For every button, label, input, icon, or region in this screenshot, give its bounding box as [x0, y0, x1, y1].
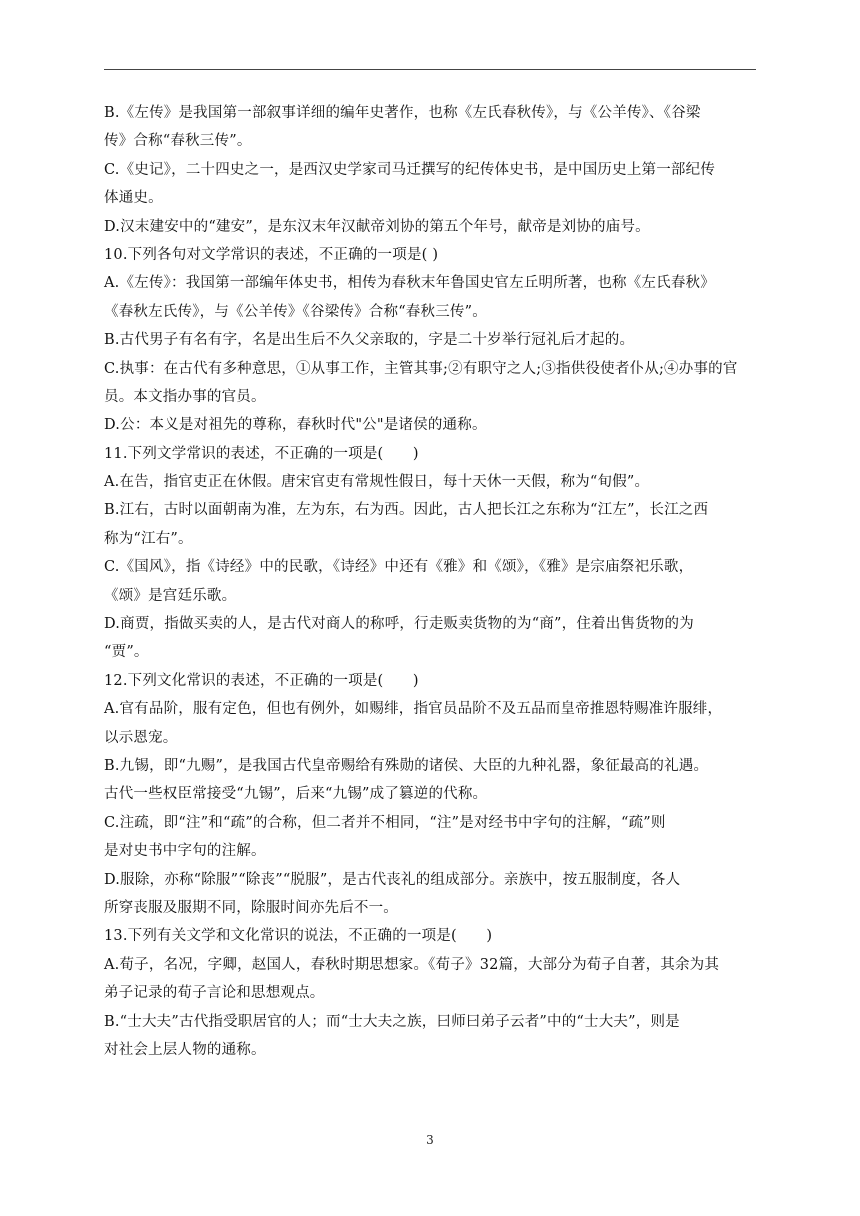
text-line: C.执事：在古代有多种意思，①从事工作，主管其事;②有职守之人;③指供役使者仆从;④办事的官: [104, 360, 738, 377]
text-line: C.注疏，即“注”和“疏”的合称，但二者并不相同，“注”是对经书中字句的注解，“疏”则: [104, 814, 666, 831]
text-line: D.汉末建安中的“建安”，是东汉末年汉献帝刘协的第五个年号，献帝是刘协的庙号。: [104, 218, 650, 235]
question-stem: 12.下列文化常识的表述，不正确的一项是( ): [104, 672, 419, 689]
text-line: 《春秋左氏传》，与《公羊传》《谷梁传》合称“春秋三传”。: [104, 303, 487, 320]
question-stem: 13.下列有关文学和文化常识的说法，不正确的一项是( ): [104, 928, 493, 945]
text-line: A.官有品阶，服有定色，但也有例外，如赐绯，指官员品阶不及五品而皇帝推恩特赐准许服绯，: [104, 701, 723, 718]
text-line: 弟子记录的荀子言论和思想观点。: [104, 985, 325, 1002]
text-line: B.古代男子有名有字，名是出生后不久父亲取的，字是二十岁举行冠礼后才起的。: [104, 332, 635, 349]
question-stem: 10.下列各句对文学常识的表述，不正确的一项是( ): [104, 246, 439, 263]
text-line: 所穿丧服及服期不同，除服时间亦先后不一。: [104, 899, 398, 916]
text-line: 是对史书中字句的注解。: [104, 843, 266, 860]
text-line: 称为“江右”。: [104, 530, 193, 547]
page-content: [104, 99, 760, 1064]
text-line: A.《左传》：我国第一部编年体史书，相传为春秋末年鲁国史官左丘明所著，也称《左氏春秋》: [104, 275, 715, 292]
header-rule: [104, 69, 756, 70]
page-number: 3: [426, 1133, 434, 1147]
text-line: 古代一些权臣常接受“九锡”，后来“九锡”成了篡逆的代称。: [104, 786, 488, 803]
text-line: 传》合称“春秋三传”。: [104, 133, 252, 150]
text-line: B.九锡，即“九赐”，是我国古代皇帝赐给有殊勋的诸侯、大臣的九种礼器，象征最高的礼遇。: [104, 757, 709, 774]
text-line: 《颂》是宫廷乐歌。: [104, 587, 237, 604]
text-line: A.在告，指官吏正在休假。唐宋官吏有常规性假日，每十天休一天假，称为“旬假”。: [104, 474, 650, 491]
text-line: “贾”。: [104, 644, 149, 661]
text-line: C.《史记》，二十四史之一，是西汉史学家司马迁撰写的纪传体史书，是中国历史上第一部纪传: [104, 161, 716, 178]
question-stem: 11.下列文学常识的表述，不正确的一项是( ): [104, 445, 419, 462]
text-line: D.公：本义是对祖先的尊称，春秋时代"公"是诸侯的通称。: [104, 417, 487, 434]
text-line: D.服除，亦称“除服”“除丧”“脱服”，是古代丧礼的组成部分。亲族中，按五服制度，各人: [104, 871, 681, 888]
text-line: 对社会上层人物的通称。: [104, 1041, 266, 1058]
text-line: B.“士大夫”古代指受职居官的人；而“士大夫之族，曰师曰弟子云者”中的“士大夫”，则是: [104, 1013, 680, 1030]
text-line: 以示恩宠。: [104, 729, 178, 746]
text-line: A.荀子，名况，字卿，赵国人，春秋时期思想家。《荀子》32篇，大部分为荀子自著，其余为其: [104, 956, 720, 973]
text-line: B.江右，古时以面朝南为准，左为东，右为西。因此，古人把长江之东称为“江左”，长江之西: [104, 502, 709, 519]
text-line: C.《国风》，指《诗经》中的民歌，《诗经》中还有《雅》和《颂》，《雅》是宗庙祭祀乐歌，: [104, 559, 694, 576]
text-line: D.商贾，指做买卖的人，是古代对商人的称呼，行走贩卖货物的为“商”，住着出售货物的为: [104, 616, 694, 633]
text-line: 体通史。: [104, 190, 163, 207]
text-line: B.《左传》是我国第一部叙事详细的编年史著作，也称《左氏春秋传》，与《公羊传》、《谷梁: [104, 105, 701, 121]
text-line: 员。本文指办事的官员。: [104, 388, 266, 405]
